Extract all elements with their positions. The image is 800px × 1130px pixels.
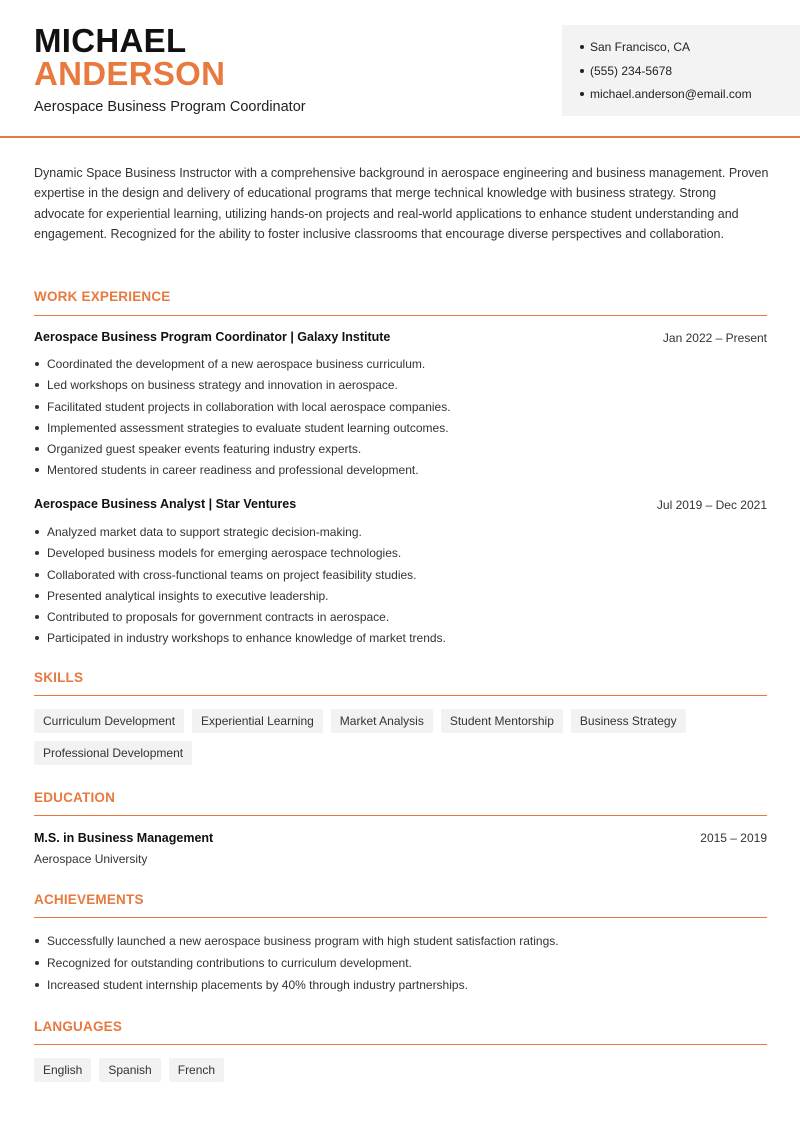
list-item: Analyzed market data to support strategic decision-making. (34, 523, 446, 544)
list-item: Successfully launched a new aerospace business program with high student satisfaction ratings. (34, 932, 559, 954)
list-item: Facilitated student projects in collaboration with local aerospace companies. (34, 398, 451, 419)
last-name: ANDERSON (34, 55, 226, 92)
job-bullet-list (34, 355, 451, 483)
job-dates: Jul 2019 – Dec 2021 (656, 498, 767, 512)
languages-list (34, 1058, 774, 1082)
list-item: Led workshops on business strategy and innovation in aerospace. (34, 376, 451, 397)
list-item: Recognized for outstanding contributions to curriculum development. (34, 954, 559, 976)
skill-chip: Professional Development (34, 741, 192, 765)
skill-chip: Student Mentorship (441, 709, 563, 733)
list-item: Mentored students in career readiness and professional development. (34, 461, 451, 482)
section-title-education: EDUCATION (34, 790, 116, 805)
list-item: Presented analytical insights to executive leadership. (34, 587, 446, 608)
job-role-title: Aerospace Business Program Coordinator (34, 99, 306, 115)
list-item: Participated in industry workshops to enhance knowledge of market trends. (34, 629, 446, 650)
skills-list (34, 709, 774, 765)
skill-chip: Business Strategy (571, 709, 686, 733)
list-item: Developed business models for emerging aerospace technologies. (34, 544, 446, 565)
contact-box (562, 25, 800, 116)
contact-phone: (555) 234-5678 (580, 61, 800, 85)
list-item: Increased student internship placements by 40% through industry partnerships. (34, 976, 559, 998)
skill-chip: Market Analysis (331, 709, 433, 733)
list-item: Implemented assessment strategies to evaluate student learning outcomes. (34, 419, 451, 440)
list-item: Organized guest speaker events featuring industry experts. (34, 440, 451, 461)
language-chip: English (34, 1058, 91, 1082)
job-title: Aerospace Business Analyst | Star Ventures (34, 497, 297, 511)
list-item: Contributed to proposals for government contracts in aerospace. (34, 608, 446, 629)
achievements-list (34, 932, 559, 998)
section-title-achievements: ACHIEVEMENTS (34, 892, 144, 907)
education-school: Aerospace University (34, 852, 148, 866)
language-chip: French (169, 1058, 224, 1082)
section-divider (34, 815, 767, 816)
education-degree: M.S. in Business Management (34, 831, 214, 845)
section-divider (34, 917, 767, 918)
contact-location: San Francisco, CA (580, 37, 800, 61)
job-bullet-list (34, 523, 446, 651)
language-chip: Spanish (99, 1058, 160, 1082)
summary-paragraph: Dynamic Space Business Instructor with a comprehensive background in aerospace engineering and business management. Proven expertise in the design and delivery of educational programs that merge technical knowledge with business strategy. Strong advocate for experiential learning, utilizing hands-on projects and real-world applications to enhance student understanding and engagement. Recognized for the ability to foster inclusive classrooms that encourage diverse perspectives and collaboration. (34, 166, 769, 242)
list-item: Coordinated the development of a new aerospace business curriculum. (34, 355, 451, 376)
section-title-skills: SKILLS (34, 670, 84, 685)
list-item: Collaborated with cross-functional teams on project feasibility studies. (34, 566, 446, 587)
section-title-work: WORK EXPERIENCE (34, 289, 171, 304)
job-dates: Jan 2022 – Present (662, 331, 767, 345)
section-title-languages: LANGUAGES (34, 1019, 123, 1034)
resume-header (0, 0, 800, 138)
education-dates: 2015 – 2019 (700, 831, 767, 845)
section-divider (34, 315, 767, 316)
skill-chip: Curriculum Development (34, 709, 184, 733)
section-divider (34, 1044, 767, 1045)
contact-email[interactable]: michael.anderson@email.com (580, 84, 800, 108)
skill-chip: Experiential Learning (192, 709, 323, 733)
first-name: MICHAEL (34, 22, 187, 59)
job-title: Aerospace Business Program Coordinator | Galaxy Institute (34, 330, 391, 344)
section-divider (34, 695, 767, 696)
